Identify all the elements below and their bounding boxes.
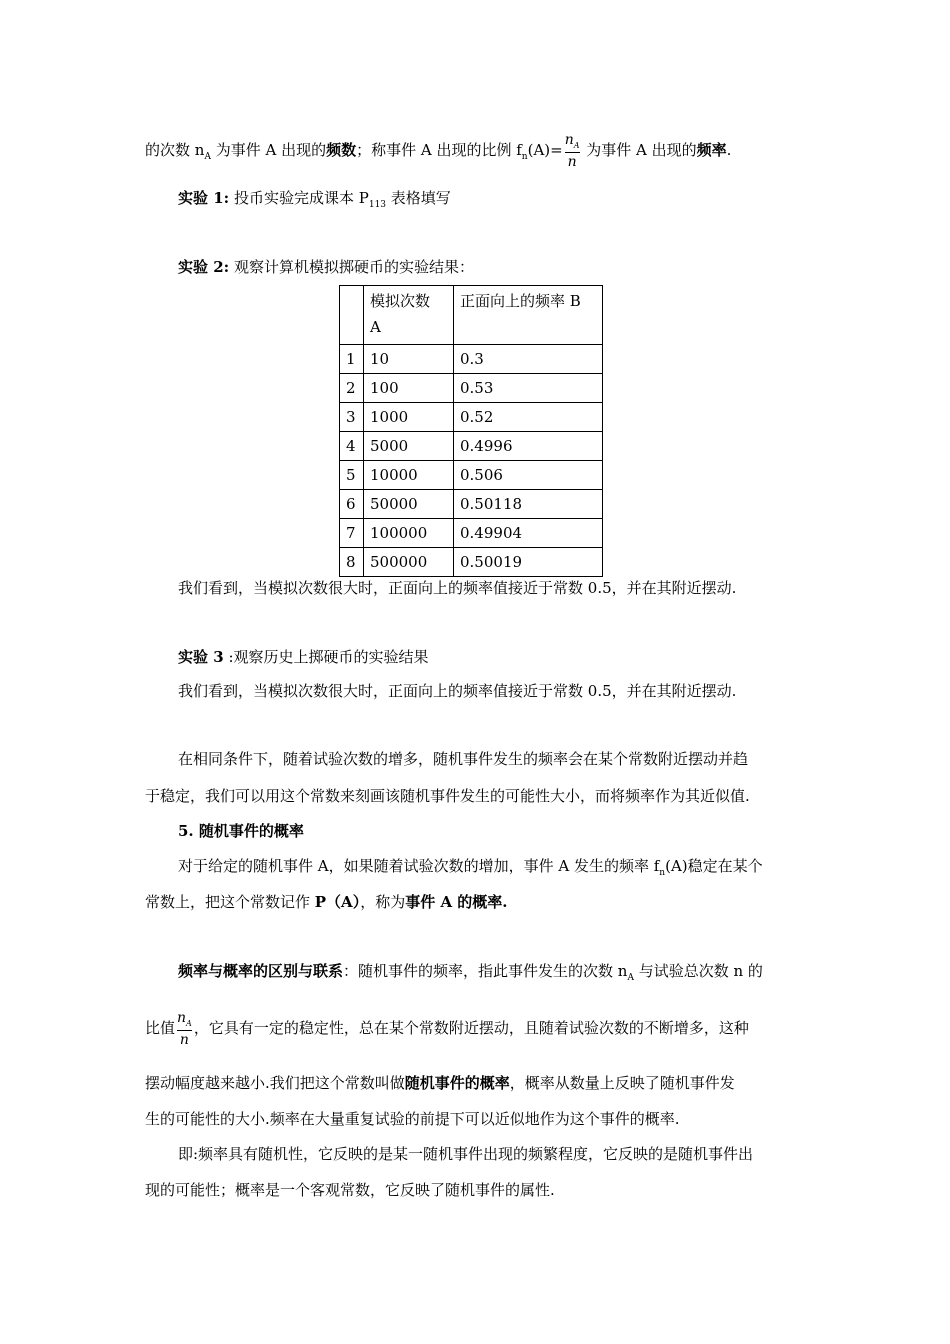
table-cell: 3 <box>340 403 364 432</box>
diff-line-6: 现的可能性；概率是一个客观常数，它反映了随机事件的属性. <box>145 1181 555 1199</box>
diff-frac-num: n <box>177 1010 187 1027</box>
table-cell: 10000 <box>364 461 454 490</box>
table-header-index <box>340 286 364 345</box>
diff-l3-bold: 随机事件的概率 <box>404 1074 510 1092</box>
intro-frac-num-sub: A <box>573 140 580 150</box>
diff-l3-b: ，概率从数量上反映了随机事件发 <box>509 1074 735 1092</box>
table-cell: 1000 <box>364 403 454 432</box>
table-cell: 1 <box>340 345 364 374</box>
table-cell: 5000 <box>364 432 454 461</box>
table-row <box>340 548 603 577</box>
table-row <box>340 432 603 461</box>
table-cell: 10 <box>364 345 454 374</box>
s5-l1-a: 对于给定的随机事件 A，如果随着试验次数的增加，事件 A 发生的频率 f <box>178 857 660 875</box>
intro-frac-den: n <box>567 153 577 170</box>
intro-text-6: . <box>726 141 732 159</box>
observation-1: 我们看到，当模拟次数很大时，正面向上的频率值接近于常数 0.5，并在其附近摆动. <box>178 579 737 597</box>
diff-l3-a: 摆动幅度越来越小.我们把这个常数叫做 <box>145 1074 405 1092</box>
table-cell: 500000 <box>364 548 454 577</box>
diff-l1-b: 与试验总次数 n 的 <box>633 962 763 980</box>
table-row <box>340 374 603 403</box>
section-5-title <box>178 820 304 841</box>
table-cell: 8 <box>340 548 364 577</box>
table-cell: 0.50019 <box>454 548 603 577</box>
stability-line-2: 于稳定，我们可以用这个常数来刻画该随机事件发生的可能性大小，而将频率作为其近似值. <box>145 787 750 805</box>
table-cell: 0.53 <box>454 374 603 403</box>
intro-frac-num: n <box>564 132 574 149</box>
diff-line-5: 即:频率具有随机性，它反映的是某一随机事件出现的频繁程度，它反映的是随机事件出 <box>178 1145 754 1163</box>
diff-label: 频率与概率的区别与联系 <box>178 962 344 980</box>
diff-l1-a: ：随机事件的频率，指此事件发生的次数 n <box>343 962 628 980</box>
exp2-text: 观察计算机模拟掷硬币的实验结果： <box>229 258 474 276</box>
table-cell: 2 <box>340 374 364 403</box>
exp3-text: :观察历史上掷硬币的实验结果 <box>223 648 429 666</box>
table-cell: 0.4996 <box>454 432 603 461</box>
table-row <box>340 461 603 490</box>
diff-line-1 <box>178 960 763 983</box>
table-cell: 0.506 <box>454 461 603 490</box>
intro-bold-frequency-count: 频数 <box>326 141 357 159</box>
intro-text-1: 的次数 n <box>145 141 205 159</box>
s5-l1-sub: n <box>659 868 666 878</box>
intro-text-2: 为事件 A 出现的 <box>210 141 327 159</box>
table-header-count <box>364 286 454 345</box>
exp1-sub: 113 <box>368 200 387 210</box>
section-5-title-text: 5. 随机事件的概率 <box>178 822 304 840</box>
table-cell: 0.49904 <box>454 519 603 548</box>
table-row <box>340 345 603 374</box>
intro-sub-n: n <box>521 152 528 162</box>
table-cell: 100 <box>364 374 454 403</box>
diff-line-4: 生的可能性的大小.频率在大量重复试验的前提下可以近似地作为这个事件的概率. <box>145 1110 680 1128</box>
table-cell: 4 <box>340 432 364 461</box>
diff-l2-a: 比值 <box>145 1019 176 1037</box>
section-5-line-1 <box>178 855 763 878</box>
intro-text-5: 为事件 A 出现的 <box>581 141 697 159</box>
intro-text-4: (A)= <box>527 141 563 159</box>
s5-l1-b: (A)稳定在某个 <box>665 857 763 875</box>
exp1-label: 实验 1: <box>178 189 230 207</box>
diff-l1-sub: A <box>627 973 634 983</box>
table-cell: 0.50118 <box>454 490 603 519</box>
s5-l2-a: 常数上，把这个常数记作 <box>145 893 315 911</box>
table-header-row <box>340 286 603 345</box>
diff-l2-b: ，它具有一定的稳定性，总在某个常数附近摆动，且随着试验次数的不断增多，这种 <box>193 1019 749 1037</box>
exp1-text2: 表格填写 <box>386 189 451 207</box>
table-row <box>340 490 603 519</box>
simulation-table <box>339 285 603 577</box>
table-row <box>340 519 603 548</box>
intro-text-3: ；称事件 A 出现的比例 f <box>356 141 522 159</box>
table-cell: 7 <box>340 519 364 548</box>
experiment-3 <box>178 646 429 667</box>
table-cell: 6 <box>340 490 364 519</box>
table-cell: 5 <box>340 461 364 490</box>
table-cell: 0.3 <box>454 345 603 374</box>
diff-line-3 <box>145 1072 735 1093</box>
section-5-line-2 <box>145 891 508 912</box>
experiment-2 <box>178 256 474 277</box>
s5-l2-bold1: P（A） <box>314 893 361 911</box>
diff-fraction <box>177 1011 192 1047</box>
s5-l2-b: ，称为 <box>360 893 406 911</box>
stability-line-1: 在相同条件下，随着试验次数的增多，随机事件发生的频率会在某个常数附近摆动并趋 <box>178 750 749 768</box>
diff-frac-den: n <box>179 1031 189 1048</box>
diff-line-2 <box>145 1010 749 1047</box>
table-row <box>340 403 603 432</box>
observation-2: 我们看到，当模拟次数很大时，正面向上的频率值接近于常数 0.5，并在其附近摆动. <box>178 682 737 700</box>
intro-fraction <box>565 133 580 169</box>
exp3-label: 实验 3 <box>178 648 224 666</box>
table-cell: 0.52 <box>454 403 603 432</box>
table-cell: 100000 <box>364 519 454 548</box>
s5-l2-bold2: 事件 A 的概率. <box>405 893 508 911</box>
table-header-count-line2: A <box>370 318 381 336</box>
intro-sub-a: A <box>204 152 211 162</box>
intro-line <box>145 132 731 175</box>
table-header-count-line1: 模拟次数 <box>370 292 431 310</box>
experiment-1 <box>178 187 451 210</box>
table-cell: 50000 <box>364 490 454 519</box>
intro-bold-frequency: 频率 <box>696 141 727 159</box>
table-header-frequency: 正面向上的频率 B <box>454 286 603 345</box>
diff-frac-num-sub: A <box>186 1018 192 1028</box>
exp2-label: 实验 2: <box>178 258 230 276</box>
exp1-text: 投币实验完成课本 P <box>229 189 369 207</box>
